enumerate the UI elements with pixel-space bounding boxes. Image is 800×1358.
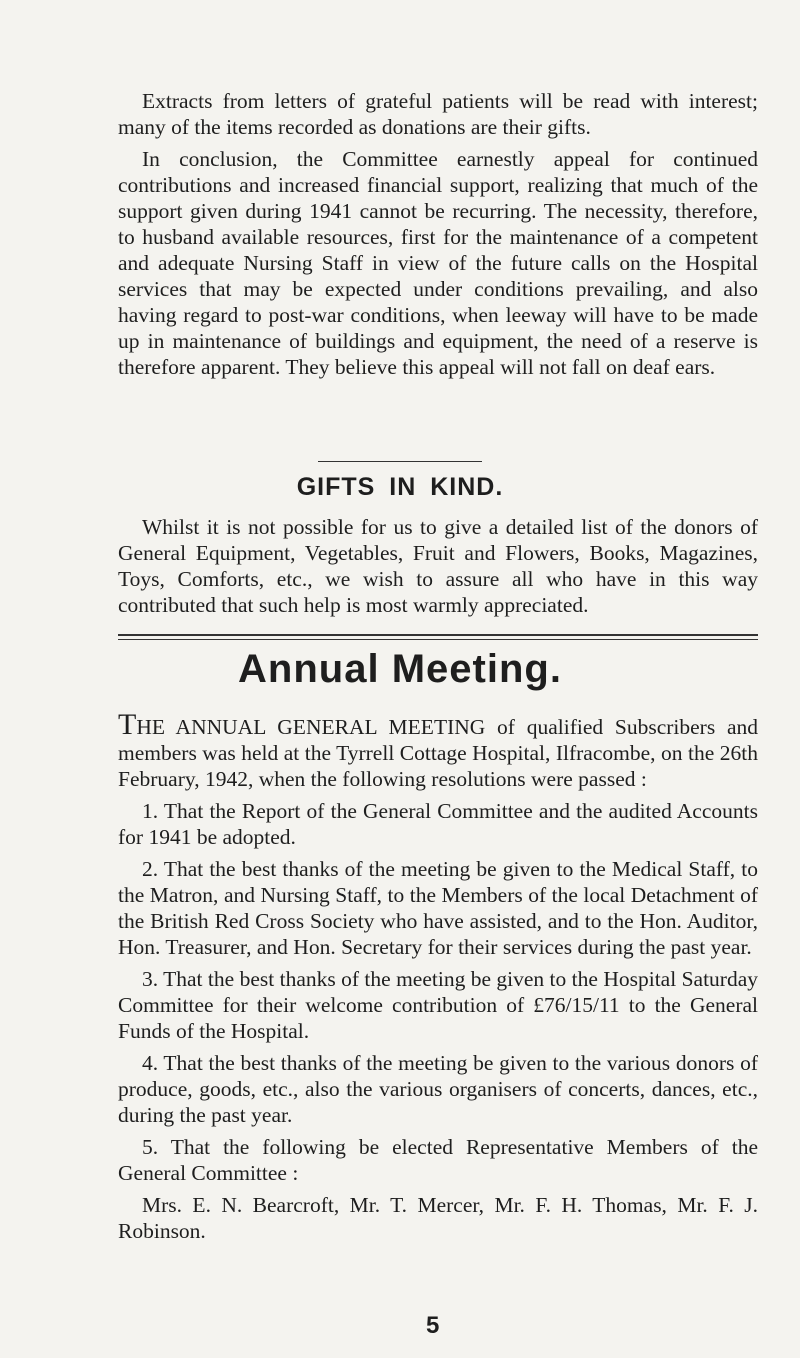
- meeting-section: [118, 708, 758, 1244]
- resolution-1: 1. That the Report of the General Committee and the audited Accounts for 1941 be adopted.: [118, 799, 758, 849]
- conclusion-paragraph: In conclusion, the Committee earnestly appeal for continued contributions and increased financial support, realizing that much of the support given during 1941 cannot be recurring. The necessity, therefore, to husband available resources, first for the maintenance of a competent and adequate Nursing Staff in view of the future calls on the Hospital services that may be expected under conditions prevailing, and also having regard to post-war conditions, when leeway will have to be made up in maintenance of buildings and equipment, the need of a reserve is therefore apparent. They believe this appeal will not fall on deaf ears.: [118, 147, 758, 379]
- meeting-intro-text: HE ANNUAL GENERAL MEETING of qualified Subscribers and members was held at the Tyrrell Cottage Hospital, Ilfracombe, on the 26th February, 1942, when the following resolutions were passed :: [118, 715, 758, 791]
- intro-section: [118, 88, 758, 380]
- gifts-section: [118, 514, 758, 618]
- divider-short: [318, 461, 482, 462]
- drop-cap: T: [118, 708, 137, 741]
- elected-members: Mrs. E. N. Bearcroft, Mr. T. Mercer, Mr. F. H. Thomas, Mr. F. J. Robinson.: [118, 1193, 758, 1243]
- resolution-3: 3. That the best thanks of the meeting be given to the Hospital Saturday Committee for their welcome contribution of £76/15/11 to the General Funds of the Hospital.: [118, 967, 758, 1043]
- meeting-intro: [118, 708, 758, 792]
- divider-long-2: [118, 639, 758, 640]
- page-number: 5: [426, 1312, 440, 1339]
- extracts-paragraph: Extracts from letters of grateful patients will be read with interest; many of the items recorded as donations are their gifts.: [118, 89, 758, 139]
- gifts-heading: GIFTS IN KIND.: [296, 473, 504, 501]
- resolution-4: 4. That the best thanks of the meeting be given to the various donors of produce, goods, etc., also the various organisers of concerts, dances, etc., during the past year.: [118, 1051, 758, 1127]
- resolution-2: 2. That the best thanks of the meeting be given to the Medical Staff, to the Matron, and Nursing Staff, to the Members of the local Detachment of the British Red Cross Society who have assisted, and to the Hon. Auditor, Hon. Treasurer, and Hon. Secretary for their services during the past year.: [118, 857, 758, 959]
- meeting-heading: Annual Meeting.: [238, 647, 562, 691]
- gifts-paragraph: Whilst it is not possible for us to give a detailed list of the donors of General Equipment, Vegetables, Fruit and Flowers, Books, Magazines, Toys, Comforts, etc., we wish to assure all who have in this way contributed that such help is most warmly appreciated.: [118, 515, 758, 617]
- divider-long: [118, 634, 758, 636]
- resolution-5: 5. That the following be elected Representative Members of the General Committee :: [118, 1135, 758, 1185]
